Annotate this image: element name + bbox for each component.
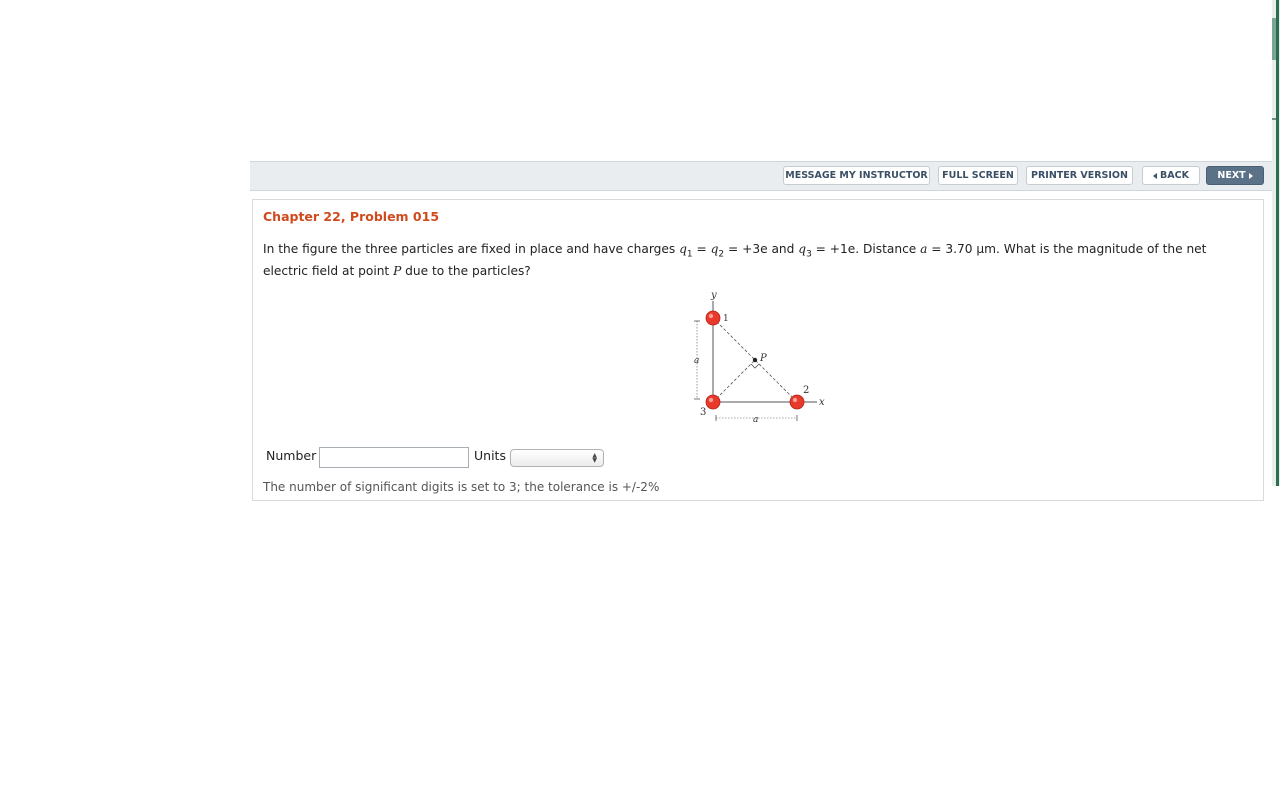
question-text-1: In the figure the three particles are fixed in place and have charges — [263, 242, 680, 256]
browser-scrollbar-edge — [1272, 0, 1280, 486]
particle-1 — [706, 311, 720, 325]
window-edge — [1276, 0, 1279, 486]
particle-3-highlight — [709, 398, 713, 402]
chevron-left-icon — [1153, 173, 1157, 179]
units-select[interactable] — [510, 449, 604, 467]
q3-symbol: q — [798, 242, 807, 256]
back-button[interactable] — [1142, 166, 1200, 185]
particle-2-highlight — [793, 398, 797, 402]
q1-subscript: 1 — [686, 249, 693, 260]
point-p-label: P — [760, 353, 767, 364]
right-angle-marker — [751, 364, 759, 368]
toolbar — [250, 161, 1272, 191]
problem-title: Chapter 22, Problem 015 — [263, 209, 440, 224]
charge-figure — [683, 291, 833, 426]
full-screen-button[interactable] — [938, 166, 1018, 185]
dashed-line-3-p — [713, 360, 755, 402]
particle-3-label: 3 — [700, 407, 707, 418]
point-p — [753, 358, 757, 362]
problem-panel — [252, 199, 1264, 501]
particle-3 — [706, 395, 720, 409]
particle-1-highlight — [709, 314, 713, 318]
question-equals: = — [692, 242, 711, 256]
next-button[interactable] — [1206, 166, 1264, 185]
select-arrows-icon: ▲ ▼ — [592, 452, 597, 464]
number-input[interactable] — [319, 447, 469, 468]
full-screen-label: FULL SCREEN — [942, 170, 1014, 181]
question-text-4: = 3.70 μm. What is the magnitude of the net electric field at point — [263, 242, 1207, 279]
chevron-right-icon — [1249, 173, 1253, 179]
question-text-2: = +3e and — [724, 242, 799, 256]
q3-subscript: 3 — [806, 249, 812, 260]
units-label: Units — [474, 448, 506, 463]
question-text-5: due to the particles? — [401, 264, 531, 279]
horizontal-dimension-label: a — [753, 415, 759, 425]
q1-symbol: q — [679, 242, 687, 256]
p-symbol: P — [393, 264, 402, 279]
q2-symbol: q — [710, 242, 719, 256]
message-instructor-button[interactable] — [783, 166, 930, 185]
number-label: Number — [266, 448, 317, 463]
message-instructor-label: MESSAGE MY INSTRUCTOR — [785, 170, 928, 181]
back-label: BACK — [1160, 170, 1189, 181]
particle-1-label: 1 — [723, 314, 729, 324]
q2-subscript: 2 — [718, 249, 725, 260]
tolerance-note: The number of significant digits is set to 3; the tolerance is +/-2% — [263, 480, 660, 494]
printer-version-button[interactable] — [1026, 166, 1133, 185]
assignment-frame — [250, 161, 1272, 494]
question-text-3: = +1e. Distance — [811, 242, 921, 256]
x-axis-label: x — [819, 397, 825, 408]
y-axis-label: y — [711, 290, 717, 301]
problem-statement — [263, 241, 1253, 280]
printer-version-label: PRINTER VERSION — [1031, 170, 1128, 181]
particle-2 — [790, 395, 804, 409]
a-symbol: a — [920, 242, 928, 256]
vertical-dimension-label: a — [694, 356, 700, 366]
next-label: NEXT — [1217, 170, 1246, 181]
particle-2-label: 2 — [803, 385, 810, 396]
